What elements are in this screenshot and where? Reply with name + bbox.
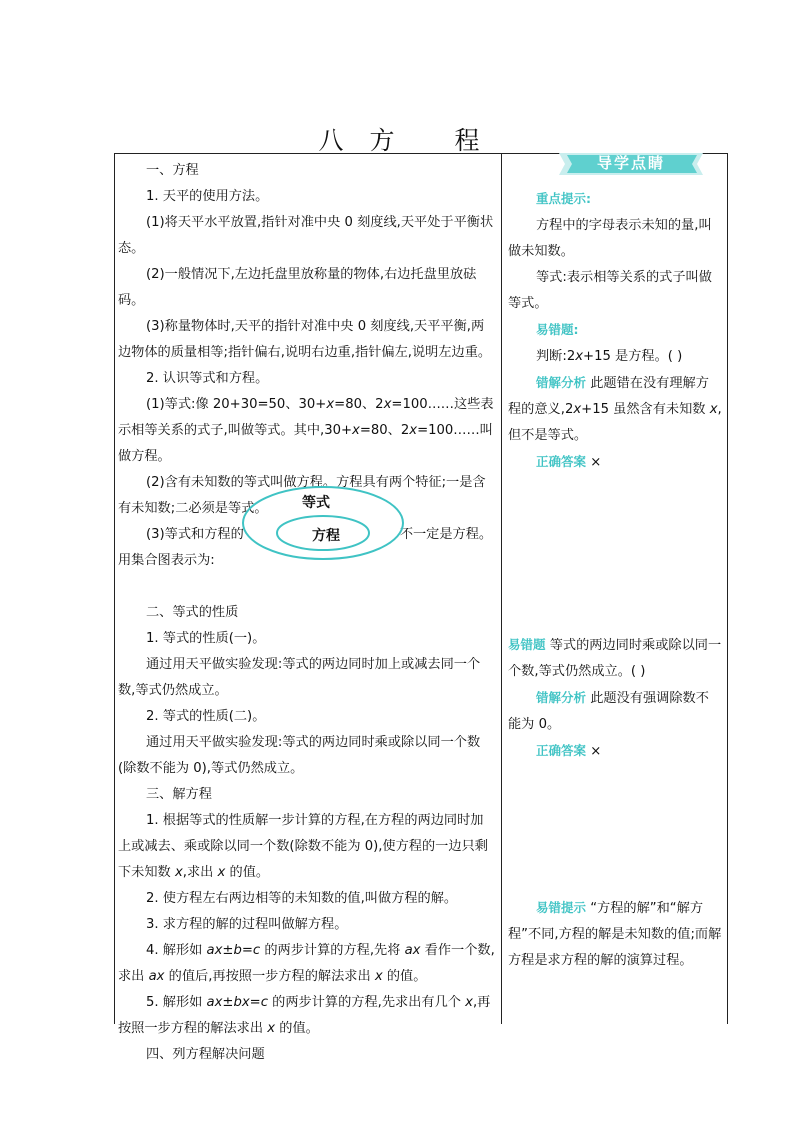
guide-banner	[553, 152, 709, 176]
paragraph: 1. 根据等式的性质解一步计算的方程,在方程的两边同时加上或减去、乘或除以同一个数(除数不能为 0),使方程的一边只剩下未知数 x,求出 x 的值。	[118, 813, 488, 880]
paragraph: 3. 求方程的解的过程叫做解方程。	[146, 917, 348, 932]
title-char-1: 八	[318, 126, 346, 155]
paragraph: 2. 使方程左右两边相等的未知数的值,叫做方程的解。	[146, 891, 458, 906]
paragraph-venn: (3)等式和方程的 不一定是方程。	[146, 527, 493, 542]
left-column	[118, 158, 496, 1068]
paragraph: 4. 解形如 ax±b=c 的两步计算的方程,先将 ax 看作一个数,求出 ax 的值后,再按照一步方程的解法求出 x 的值。	[118, 943, 495, 984]
paragraph: 2. 认识等式和方程。	[146, 371, 269, 386]
paragraph-equation-def: (1)等式:像 20+30=50、30+x=80、2x=100……这些表示相等关系的式子,叫做等式。其中,30+x=80、2x=100……叫做方程。	[118, 397, 494, 464]
error-question-2: 易错题 等式的两边同时乘或除以同一个数,等式仍然成立。( )	[508, 637, 722, 679]
correct-answer-2: 正确答案 ×	[536, 743, 602, 759]
paragraph: (3)称量物体时,天平的指针对准中央 0 刻度线,天平平衡,两边物体的质量相等;指针偏右,说明右边重,指针偏左,说明左边重。	[118, 319, 492, 360]
section-heading-4: 四、列方程解决问题	[146, 1047, 265, 1062]
paragraph: (2)含有未知数的等式叫做方程。方程具有两个特征;一是含有未知数;二必须是等式。	[118, 475, 486, 516]
venn-outer-label: 等式	[302, 495, 330, 511]
note-text: 判断:2x+15 是方程。( )	[536, 349, 683, 364]
paragraph: 1. 等式的性质(一)。	[146, 631, 266, 646]
title-char-2: 方	[369, 126, 397, 155]
key-points-label: 重点提示:	[536, 191, 591, 206]
paragraph: 通过用天平做实验发现:等式的两边同时加上或减去同一个数,等式仍然成立。	[118, 657, 481, 698]
error-analysis-1: 错解分析 此题错在没有理解方程的意义,2x+15 虽然含有未知数 x,但不是等式。	[508, 375, 722, 443]
paragraph: 通过用天平做实验发现:等式的两边同时乘或除以同一个数(除数不能为 0),等式仍然成立。	[118, 735, 481, 776]
error-tip: 易错提示 “方程的解”和“解方程”不同,方程的解是未知数的值;而解方程是求方程的解的演算过程。	[508, 900, 722, 968]
paragraph: 用集合图表示为:	[118, 553, 215, 568]
column-divider	[501, 153, 502, 1024]
paragraph: 1. 天平的使用方法。	[146, 189, 269, 204]
section-heading-1: 一、方程	[146, 163, 199, 178]
paragraph: (1)将天平水平放置,指针对准中央 0 刻度线,天平处于平衡状态。	[118, 215, 494, 256]
error-analysis-2: 错解分析 此题没有强调除数不能为 0。	[508, 690, 709, 732]
title-char-3: 程	[454, 126, 482, 155]
paragraph: 5. 解形如 ax±bx=c 的两步计算的方程,先求出有几个 x,再按照一步方程的解法求出 x 的值。	[118, 995, 491, 1036]
paragraph: (2)一般情况下,左边托盘里放称量的物体,右边托盘里放砝码。	[118, 267, 477, 308]
correct-answer-1: 正确答案 ×	[536, 454, 602, 470]
right-column	[508, 186, 722, 974]
venn-inner-label: 方程	[312, 528, 340, 544]
section-heading-3: 三、解方程	[146, 787, 212, 802]
paragraph: 2. 等式的性质(二)。	[146, 709, 266, 724]
section-heading-2: 二、等式的性质	[146, 605, 239, 620]
note-text: 方程中的字母表示未知的量,叫做未知数。	[508, 218, 712, 259]
note-text: 等式:表示相等关系的式子叫做等式。	[508, 270, 712, 311]
banner-title: 导学点睛	[596, 154, 665, 172]
error-question-label: 易错题:	[536, 322, 579, 337]
venn-diagram	[240, 484, 406, 566]
